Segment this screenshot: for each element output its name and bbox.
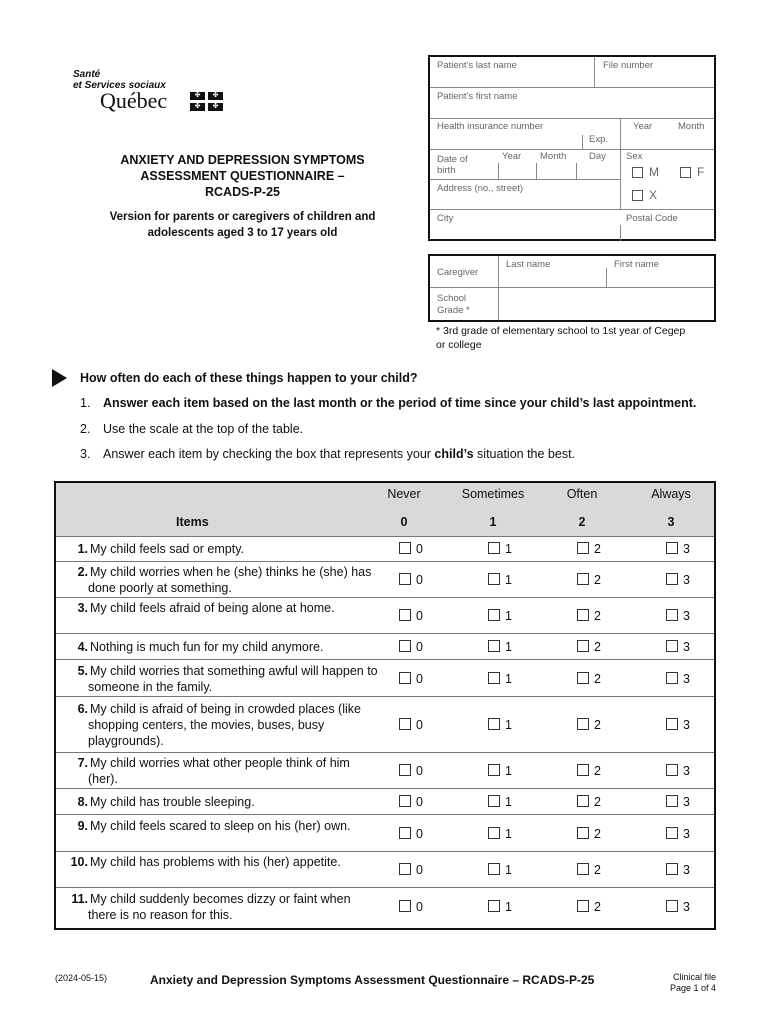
- item-11-option-2-checkbox[interactable]: [577, 900, 589, 912]
- item-3-option-3-checkbox[interactable]: [666, 609, 678, 621]
- instructions-question: How often do each of these things happen to your child?: [80, 371, 418, 385]
- item-11-option-3-checkbox[interactable]: [666, 900, 678, 912]
- arrow-right-icon: [52, 369, 67, 387]
- item-1-option-3-checkbox[interactable]: [666, 542, 678, 554]
- item-4-option-0-checkbox[interactable]: [399, 640, 411, 652]
- option-value-label: 0: [416, 718, 423, 732]
- sex-f-checkbox[interactable]: [680, 167, 691, 178]
- item-9-option-0-checkbox[interactable]: [399, 827, 411, 839]
- item-8-option-0-checkbox[interactable]: [399, 795, 411, 807]
- option-value-label: 0: [416, 609, 423, 623]
- item-text: [66, 541, 378, 557]
- document-subtitle: [70, 209, 415, 241]
- table-row: [56, 634, 714, 660]
- option-value-label: 1: [505, 609, 512, 623]
- option-3: [666, 863, 690, 877]
- option-value-label: 1: [505, 863, 512, 877]
- option-2: [577, 640, 601, 654]
- option-2: [577, 827, 601, 841]
- item-number: 5.: [77, 663, 88, 678]
- fleur-icon: ✤: [190, 92, 205, 100]
- option-0: [399, 609, 423, 623]
- option-2: [577, 573, 601, 587]
- logo-quebec: Québec: [100, 88, 168, 113]
- item-2-option-2-checkbox[interactable]: [577, 573, 589, 585]
- scale-label-always: Always: [651, 487, 691, 501]
- option-value-label: 3: [683, 542, 690, 556]
- option-2: [577, 764, 601, 778]
- instruction-step-2: [80, 422, 303, 436]
- option-1: [488, 795, 512, 809]
- patient-first-name-field[interactable]: Patient's first name: [437, 91, 518, 102]
- footer-page-number: Page 1 of 4: [669, 983, 716, 993]
- item-text: [66, 854, 378, 870]
- dob-label-line1: Date of: [437, 154, 468, 165]
- item-4-option-1-checkbox[interactable]: [488, 640, 500, 652]
- option-value-label: 1: [505, 826, 512, 841]
- option-1: [488, 672, 512, 686]
- option-value-label: 2: [594, 718, 601, 732]
- option-0: [399, 795, 423, 809]
- option-value-label: 0: [416, 671, 423, 686]
- option-3: [666, 672, 690, 686]
- item-4-option-2-checkbox[interactable]: [577, 640, 589, 652]
- subtitle-line-2: adolescents aged 3 to 17 years old: [147, 227, 338, 239]
- address-field[interactable]: Address (no., street): [437, 183, 524, 194]
- item-9-option-1-checkbox[interactable]: [488, 827, 500, 839]
- option-value-label: 1: [505, 671, 512, 686]
- fleur-icon: ✤: [208, 92, 223, 100]
- option-1: [488, 900, 512, 914]
- file-number-field[interactable]: File number: [603, 60, 654, 71]
- option-2: [577, 795, 601, 809]
- subtitle-line-1: Version for parents or caregivers of children and: [109, 211, 376, 223]
- table-row: [56, 562, 714, 598]
- item-10-option-3-checkbox[interactable]: [666, 863, 678, 875]
- option-value-label: 0: [416, 640, 423, 654]
- option-value-label: 2: [594, 795, 601, 809]
- postal-code-field[interactable]: Postal Code: [626, 213, 678, 224]
- option-value-label: 0: [416, 795, 423, 809]
- item-9-option-3-checkbox[interactable]: [666, 827, 678, 839]
- fleur-icon: ✤: [190, 103, 205, 111]
- dob-label-line2: birth: [437, 165, 456, 176]
- table-row: [56, 598, 714, 634]
- option-2: [577, 672, 601, 686]
- caregiver-label: Caregiver: [437, 267, 479, 278]
- item-1-option-0-checkbox[interactable]: [399, 542, 411, 554]
- item-4-option-3-checkbox[interactable]: [666, 640, 678, 652]
- table-row: [56, 697, 714, 753]
- item-text: [66, 755, 378, 787]
- item-label: My child feels sad or empty.: [90, 542, 244, 556]
- footnote-line-1: * 3rd grade of elementary school to 1st year of Cegep: [436, 325, 686, 337]
- option-1: [488, 827, 512, 841]
- item-7-option-0-checkbox[interactable]: [399, 764, 411, 776]
- option-3: [666, 640, 690, 654]
- item-number: 2.: [77, 565, 88, 579]
- table-row: [56, 536, 714, 562]
- table-row: [56, 789, 714, 815]
- item-label: My child worries what other people think of him (her).: [88, 756, 350, 786]
- item-label: My child has trouble sleeping.: [90, 795, 255, 809]
- grade-footnote: [436, 324, 726, 352]
- item-11-option-1-checkbox[interactable]: [488, 900, 500, 912]
- document-title: [70, 152, 415, 200]
- option-value-label: 3: [683, 826, 690, 841]
- item-5-option-0-checkbox[interactable]: [399, 672, 411, 684]
- fleur-de-lis-flag-icon: [190, 92, 224, 112]
- instruction-step-3: [80, 447, 575, 461]
- item-label: My child worries when he (she) thinks he (she) has done poorly at something.: [88, 565, 372, 595]
- footer-clinical-file: Clinical file: [672, 972, 716, 982]
- item-text: [66, 639, 378, 655]
- sex-m-checkbox[interactable]: [632, 167, 643, 178]
- sex-x-label: X: [649, 188, 658, 202]
- option-3: [666, 718, 690, 732]
- school-grade-label-line1: School: [437, 293, 467, 304]
- item-10-option-0-checkbox[interactable]: [399, 863, 411, 875]
- step-text: situation the best.: [473, 447, 576, 461]
- dob-day-field[interactable]: Day: [589, 151, 606, 162]
- title-line-3: RCADS-P-25: [204, 185, 280, 199]
- option-0: [399, 900, 423, 914]
- option-1: [488, 640, 512, 654]
- option-2: [577, 542, 601, 556]
- item-label: My child suddenly becomes dizzy or faint when there is no reason for this.: [88, 892, 351, 922]
- option-3: [666, 795, 690, 809]
- patient-info-box: [428, 55, 716, 241]
- option-value-label: 3: [683, 863, 690, 877]
- item-3-option-1-checkbox[interactable]: [488, 609, 500, 621]
- option-1: [488, 718, 512, 732]
- item-3-option-2-checkbox[interactable]: [577, 609, 589, 621]
- option-value-label: 0: [416, 900, 423, 914]
- sex-m-label: M: [649, 165, 659, 179]
- sex-x-checkbox[interactable]: [632, 190, 643, 201]
- item-text: [66, 663, 378, 695]
- title-line-2: ASSESSMENT QUESTIONNAIRE –: [140, 169, 345, 183]
- item-2-option-1-checkbox[interactable]: [488, 573, 500, 585]
- item-number: 8.: [77, 795, 88, 809]
- dob-month-field[interactable]: Month: [540, 151, 567, 162]
- option-value-label: 0: [416, 826, 423, 841]
- option-0: [399, 640, 423, 654]
- scale-value-2: 2: [578, 515, 586, 529]
- items-column-header: Items: [176, 515, 209, 529]
- caregiver-first-name-field[interactable]: First name: [614, 259, 659, 270]
- option-value-label: 0: [416, 542, 423, 556]
- table-row: [56, 815, 714, 852]
- option-value-label: 2: [594, 863, 601, 877]
- option-3: [666, 827, 690, 841]
- option-2: [577, 609, 601, 623]
- step-number: 1.: [80, 396, 91, 410]
- option-value-label: 2: [594, 764, 601, 778]
- option-value-label: 2: [594, 640, 601, 654]
- option-value-label: 2: [594, 609, 601, 623]
- hin-year-label: Year: [633, 121, 653, 132]
- option-value-label: 3: [683, 671, 690, 686]
- option-value-label: 0: [416, 573, 423, 587]
- table-row: [56, 852, 714, 888]
- option-3: [666, 764, 690, 778]
- option-1: [488, 542, 512, 556]
- school-grade-label-line2[interactable]: Grade *: [437, 305, 470, 316]
- option-value-label: 1: [505, 718, 512, 732]
- step-text: Answer each item by checking the box that represents your: [103, 447, 435, 461]
- option-value-label: 0: [416, 764, 423, 778]
- option-0: [399, 863, 423, 877]
- option-3: [666, 573, 690, 587]
- item-6-option-2-checkbox[interactable]: [577, 718, 589, 730]
- option-value-label: 3: [683, 900, 690, 914]
- option-value-label: 3: [683, 718, 690, 732]
- table-row: [56, 888, 714, 926]
- item-9-option-2-checkbox[interactable]: [577, 827, 589, 839]
- option-0: [399, 764, 423, 778]
- step-number: 2.: [80, 422, 91, 436]
- option-value-label: 2: [594, 826, 601, 841]
- footer-page-info: [616, 972, 716, 994]
- option-value-label: 3: [683, 795, 690, 809]
- step-text: Use the scale at the top of the table.: [103, 422, 304, 436]
- item-number: 10.: [70, 855, 88, 869]
- item-7-option-1-checkbox[interactable]: [488, 764, 500, 776]
- option-value-label: 0: [416, 863, 423, 877]
- item-label: My child feels afraid of being alone at home.: [90, 601, 335, 615]
- item-10-option-1-checkbox[interactable]: [488, 863, 500, 875]
- option-1: [488, 764, 512, 778]
- item-1-option-1-checkbox[interactable]: [488, 542, 500, 554]
- option-value-label: 1: [505, 573, 512, 587]
- hin-month-label: Month: [678, 121, 705, 132]
- fleur-icon: ✤: [208, 103, 223, 111]
- hin-exp-label: Exp.: [589, 134, 609, 145]
- step-number: 3.: [80, 447, 91, 461]
- sex-label: Sex: [626, 151, 643, 162]
- table-row: [56, 753, 714, 789]
- scale-value-0: 0: [400, 515, 408, 529]
- option-value-label: 2: [594, 900, 601, 914]
- scale-label-often: Often: [566, 487, 598, 501]
- item-6-option-3-checkbox[interactable]: [666, 718, 678, 730]
- caregiver-last-name-field[interactable]: Last name: [506, 259, 551, 270]
- option-value-label: 1: [505, 542, 512, 556]
- item-label: My child is afraid of being in crowded places (like shopping centers, the movies, buses, busy playgrounds).: [88, 702, 361, 748]
- option-0: [399, 827, 423, 841]
- option-value-label: 2: [594, 671, 601, 686]
- option-3: [666, 609, 690, 623]
- step-text: Answer each item based on the last month or the period of time since your child’s last appointment.: [103, 396, 697, 410]
- option-value-label: 3: [683, 573, 690, 587]
- option-value-label: 1: [505, 640, 512, 654]
- city-field[interactable]: City: [437, 213, 454, 224]
- item-text: [66, 891, 378, 923]
- item-2-option-3-checkbox[interactable]: [666, 573, 678, 585]
- option-value-label: 1: [505, 795, 512, 809]
- item-number: 6.: [77, 702, 88, 716]
- item-number: 1.: [77, 542, 88, 556]
- option-value-label: 2: [594, 573, 601, 587]
- health-insurance-number-field[interactable]: Health insurance number: [437, 121, 544, 132]
- questionnaire-table: [54, 481, 716, 930]
- item-text: [66, 564, 378, 596]
- instruction-step-1: [80, 396, 696, 410]
- item-6-option-1-checkbox[interactable]: [488, 718, 500, 730]
- option-3: [666, 900, 690, 914]
- item-7-option-2-checkbox[interactable]: [577, 764, 589, 776]
- item-number: 4.: [77, 640, 88, 654]
- item-8-option-1-checkbox[interactable]: [488, 795, 500, 807]
- footnote-line-2: or college: [436, 339, 482, 351]
- option-2: [577, 863, 601, 877]
- logo-sante: Santé: [73, 69, 101, 80]
- option-value-label: 3: [683, 609, 690, 623]
- scale-label-never: Never: [387, 487, 421, 501]
- step-text-bold: child’s: [434, 447, 474, 461]
- footer-title: Anxiety and Depression Symptoms Assessment Questionnaire – RCADS-P-25: [150, 973, 595, 987]
- option-value-label: 3: [683, 640, 690, 654]
- item-text: [66, 818, 378, 834]
- option-1: [488, 573, 512, 587]
- item-5-option-2-checkbox[interactable]: [577, 672, 589, 684]
- option-value-label: 2: [594, 542, 601, 556]
- item-text: [66, 600, 378, 616]
- option-0: [399, 573, 423, 587]
- option-value-label: 3: [683, 764, 690, 778]
- option-0: [399, 542, 423, 556]
- item-number: 7.: [77, 756, 88, 770]
- item-label: My child feels scared to sleep on his (her) own.: [90, 818, 351, 833]
- option-1: [488, 609, 512, 623]
- item-text: [66, 701, 378, 749]
- title-line-1: ANXIETY AND DEPRESSION SYMPTOMS: [120, 153, 365, 167]
- item-8-option-2-checkbox[interactable]: [577, 795, 589, 807]
- item-5-option-3-checkbox[interactable]: [666, 672, 678, 684]
- option-value-label: 1: [505, 900, 512, 914]
- scale-label-sometimes: Sometimes: [461, 487, 525, 501]
- footer-date: (2024-05-15): [55, 973, 108, 983]
- item-text: [66, 794, 378, 810]
- item-2-option-0-checkbox[interactable]: [399, 573, 411, 585]
- item-number: 11.: [71, 892, 88, 906]
- dob-year-field[interactable]: Year: [502, 151, 522, 162]
- scale-value-1: 1: [489, 515, 497, 529]
- item-number: 3.: [77, 601, 88, 615]
- logo-services-sociaux: et Services sociaux: [73, 80, 166, 91]
- item-3-option-0-checkbox[interactable]: [399, 609, 411, 621]
- option-2: [577, 900, 601, 914]
- item-10-option-2-checkbox[interactable]: [577, 863, 589, 875]
- item-1-option-2-checkbox[interactable]: [577, 542, 589, 554]
- option-2: [577, 718, 601, 732]
- option-0: [399, 718, 423, 732]
- item-label: My child worries that something awful will happen to someone in the family.: [88, 663, 378, 694]
- item-label: Nothing is much fun for my child anymore.: [90, 640, 324, 654]
- option-1: [488, 863, 512, 877]
- item-5-option-1-checkbox[interactable]: [488, 672, 500, 684]
- item-number: 9.: [77, 818, 88, 833]
- table-row: [56, 660, 714, 697]
- item-6-option-0-checkbox[interactable]: [399, 718, 411, 730]
- sex-f-label: F: [697, 165, 705, 179]
- option-value-label: 1: [505, 764, 512, 778]
- option-0: [399, 672, 423, 686]
- item-11-option-0-checkbox[interactable]: [399, 900, 411, 912]
- option-3: [666, 542, 690, 556]
- item-7-option-3-checkbox[interactable]: [666, 764, 678, 776]
- caregiver-box: [428, 254, 716, 322]
- item-8-option-3-checkbox[interactable]: [666, 795, 678, 807]
- item-label: My child has problems with his (her) appetite.: [90, 855, 341, 869]
- table-header: [56, 483, 714, 537]
- scale-value-3: 3: [667, 515, 675, 529]
- patient-last-name-field[interactable]: Patient's last name: [437, 60, 517, 71]
